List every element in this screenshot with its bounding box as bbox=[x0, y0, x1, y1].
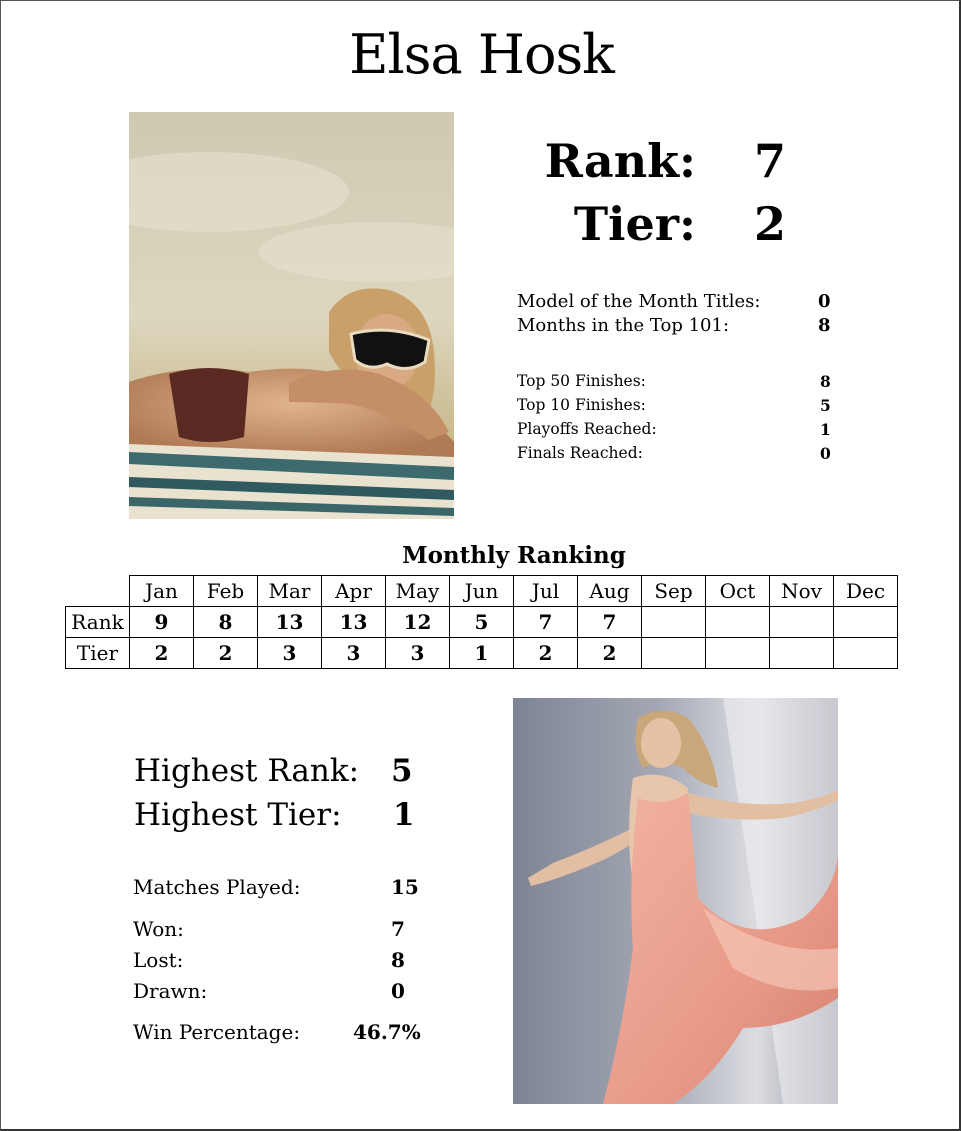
finals-value: 0 bbox=[820, 444, 831, 463]
finals-label: Finals Reached: bbox=[517, 444, 643, 462]
rank-cell bbox=[770, 607, 834, 638]
rank-cell bbox=[706, 607, 770, 638]
rank-cell: 8 bbox=[194, 607, 258, 638]
tier-cell: 2 bbox=[130, 638, 194, 669]
rank-cell: 12 bbox=[386, 607, 450, 638]
month-header: Nov bbox=[770, 576, 834, 607]
month-header: Mar bbox=[258, 576, 322, 607]
matches-played-label: Matches Played: bbox=[133, 875, 301, 899]
highest-rank-label: Highest Rank: bbox=[134, 753, 360, 789]
rank-row-label: Rank bbox=[66, 607, 130, 638]
top101-months-label: Months in the Top 101: bbox=[517, 315, 730, 336]
monthly-ranking-table bbox=[65, 575, 898, 669]
rank-value: 7 bbox=[754, 134, 787, 188]
rank-cell bbox=[642, 607, 706, 638]
tier-cell: 2 bbox=[514, 638, 578, 669]
rank-cell: 9 bbox=[130, 607, 194, 638]
tier-cell bbox=[642, 638, 706, 669]
rank-cell bbox=[834, 607, 898, 638]
motm-titles-label: Model of the Month Titles: bbox=[517, 291, 761, 312]
rank-label: Rank: bbox=[544, 134, 696, 188]
highest-tier-value: 1 bbox=[393, 797, 415, 833]
rank-cell: 13 bbox=[258, 607, 322, 638]
drawn-value: 0 bbox=[391, 979, 405, 1003]
won-label: Won: bbox=[133, 917, 184, 941]
playoffs-value: 1 bbox=[820, 420, 831, 439]
rank-cell: 13 bbox=[322, 607, 386, 638]
rank-cell: 7 bbox=[514, 607, 578, 638]
tier-label: Tier: bbox=[573, 197, 696, 251]
tier-value: 2 bbox=[754, 197, 787, 251]
win-percentage-label: Win Percentage: bbox=[133, 1020, 301, 1044]
tier-row-label: Tier bbox=[66, 638, 130, 669]
table-header-row bbox=[66, 576, 898, 607]
tier-cell: 1 bbox=[450, 638, 514, 669]
top10-label: Top 10 Finishes: bbox=[517, 396, 646, 414]
tier-cell: 3 bbox=[386, 638, 450, 669]
top101-months-value: 8 bbox=[818, 315, 831, 336]
month-header: Feb bbox=[194, 576, 258, 607]
lost-label: Lost: bbox=[133, 948, 184, 972]
tier-label-row bbox=[471, 197, 696, 253]
page-title: Elsa Hosk bbox=[349, 23, 614, 86]
highest-tier-label: Highest Tier: bbox=[134, 797, 342, 833]
tier-cell bbox=[770, 638, 834, 669]
month-header: May bbox=[386, 576, 450, 607]
month-header: Sep bbox=[642, 576, 706, 607]
matches-played-value: 15 bbox=[391, 875, 419, 899]
tier-cell: 2 bbox=[578, 638, 642, 669]
rank-cell: 5 bbox=[450, 607, 514, 638]
table-row bbox=[66, 607, 898, 638]
top50-label: Top 50 Finishes: bbox=[517, 372, 646, 390]
playoffs-label: Playoffs Reached: bbox=[517, 420, 657, 438]
lost-value: 8 bbox=[391, 948, 405, 972]
monthly-ranking-title: Monthly Ranking bbox=[402, 542, 626, 569]
rank-cell: 7 bbox=[578, 607, 642, 638]
top50-value: 8 bbox=[820, 372, 831, 391]
month-header: Jan bbox=[130, 576, 194, 607]
month-header: Dec bbox=[834, 576, 898, 607]
model-photo-beach bbox=[129, 112, 454, 519]
win-percentage-value: 46.7% bbox=[353, 1020, 421, 1044]
tier-cell: 3 bbox=[258, 638, 322, 669]
rank-label-row bbox=[471, 134, 696, 190]
table-corner bbox=[66, 576, 130, 607]
table-row bbox=[66, 638, 898, 669]
tier-cell bbox=[834, 638, 898, 669]
month-header: Jun bbox=[450, 576, 514, 607]
won-value: 7 bbox=[391, 917, 405, 941]
month-header: Oct bbox=[706, 576, 770, 607]
top10-value: 5 bbox=[820, 396, 831, 415]
motm-titles-value: 0 bbox=[818, 291, 831, 312]
month-header: Jul bbox=[514, 576, 578, 607]
tier-cell: 2 bbox=[194, 638, 258, 669]
model-photo-dress bbox=[513, 698, 838, 1104]
tier-cell: 3 bbox=[322, 638, 386, 669]
tier-cell bbox=[706, 638, 770, 669]
month-header: Apr bbox=[322, 576, 386, 607]
highest-rank-value: 5 bbox=[391, 753, 413, 789]
drawn-label: Drawn: bbox=[133, 979, 208, 1003]
month-header: Aug bbox=[578, 576, 642, 607]
